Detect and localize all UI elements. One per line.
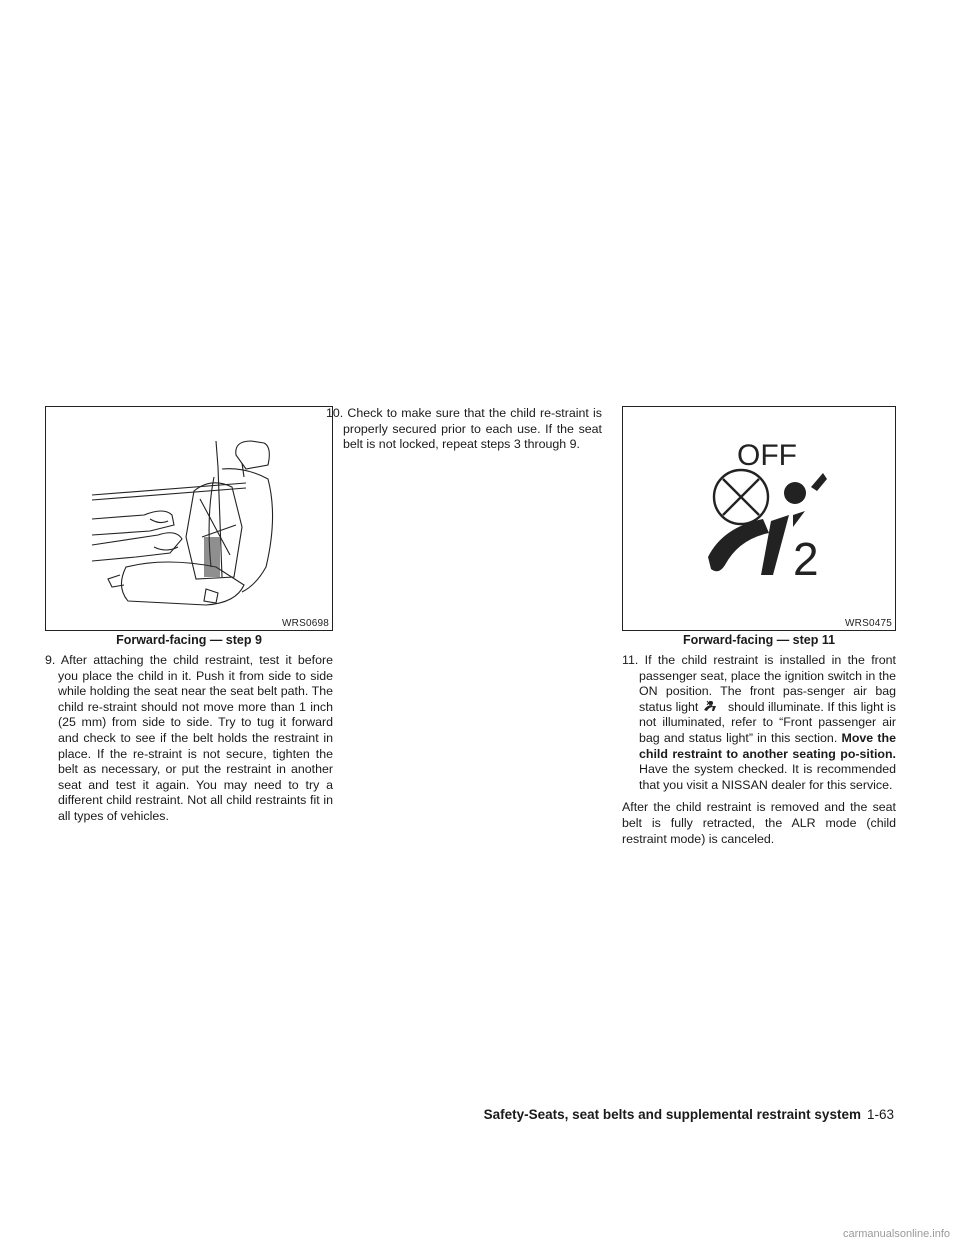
figure-caption: Forward-facing — step 9 (116, 633, 262, 647)
step-11-text-c: Have the system checked. It is recommended that you visit a NISSAN dealer for this service. (639, 762, 896, 792)
airbag-off-indicator (623, 407, 895, 630)
step-9-text: 9. After attaching the child restraint, test it before you place the child in it. Push it from side to side while holding the seat near the seat belt path. The child re-straint should not move more than 1 inch (25 mm) from side to side. Try to tug it forward and check to see if the belt holds the restraint in place. If the re-straint is not secure, tighten the belt as necessary, or put the restraint in another seat and test it again. You may need to try a different child restraint. Not all child restraints fit in all types of vehicles. (45, 653, 333, 823)
section-title: Safety-Seats, seat belts and supplemental restraint system (483, 1107, 861, 1122)
figure-caption: Forward-facing — step 11 (682, 633, 836, 647)
step-10-text: 10. Check to make sure that the child re-straint is properly secured prior to each use. If the seat belt is not locked, repeat steps 3 through 9. (326, 406, 602, 452)
seat-number-label: 2 (793, 533, 819, 585)
right-column (622, 406, 896, 847)
middle-column (326, 406, 602, 453)
step-11-bold-text: Move the child restraint to another seating po-sition. (639, 730, 896, 761)
child-restraint-illustration (45, 406, 333, 631)
airbag-status-icon (698, 700, 724, 712)
page-footer (484, 1107, 894, 1122)
step-11-text-a: 11. If the child restraint is installed in the front passenger seat, place the ignition switch in the ON position. The front pas-senger air bag status light (622, 653, 896, 714)
step-11-text-b: should illuminate. If this light is not illuminated, refer to “Front passenger air bag and status light” in this section. (639, 699, 897, 745)
step-11-text (622, 653, 896, 793)
off-label: OFF (737, 439, 797, 472)
page-number: 1-63 (866, 1107, 894, 1122)
seat-test-drawing (46, 407, 332, 630)
closing-paragraph: After the child restraint is removed and the seat belt is fully retracted, the ALR mode (child restraint mode) is canceled. (622, 800, 896, 846)
watermark: carmanualsonline.info (842, 1228, 950, 1240)
figure-code: WRS0475 (845, 618, 892, 629)
left-column (45, 406, 333, 825)
figure-code: WRS0698 (282, 618, 329, 629)
airbag-status-light-illustration (622, 406, 896, 631)
